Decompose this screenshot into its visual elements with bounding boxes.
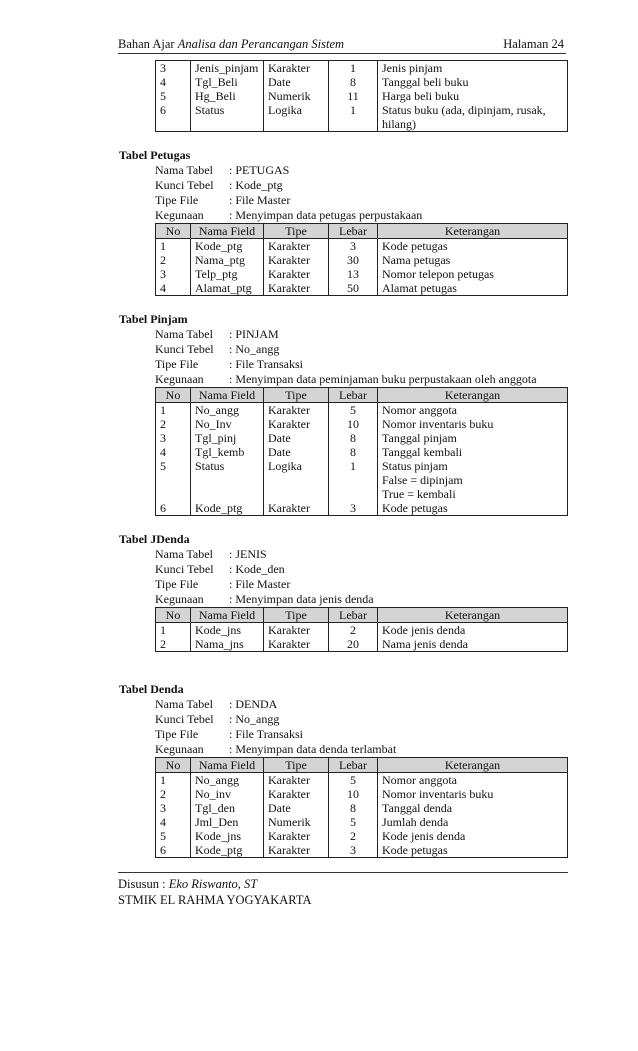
denda-table [155,757,568,858]
table-row: 3 Tgl_den Date 8 Tanggal denda [156,801,568,815]
meta-use: Kegunaan : Menyimpan data jenis denda [155,592,374,606]
section-title: Tabel Petugas [119,148,191,162]
footer-institution: STMIK EL RAHMA YOGYAKARTA [118,893,312,907]
table-row: 1 Kode_ptg Karakter 3 Kode petugas [156,239,568,254]
petugas-table [155,223,568,296]
table-row: 5 Hg_Beli Numerik 11 Harga beli buku [156,89,568,103]
table-row: 2 Nama_ptg Karakter 30 Nama petugas [156,253,568,267]
footer-author: Disusun : Eko Riswanto, ST [118,877,258,891]
table-row: 1 No_angg Karakter 5 Nomor anggota [156,773,568,788]
meta-key: Kunci Tebel : No_angg [155,342,280,356]
meta-file: Tipe File : File Transaksi [155,727,304,741]
table-row: 3 Telp_ptg Karakter 13 Nomor telepon petugas [156,267,568,281]
table-row: 4 Alamat_ptg Karakter 50 Alamat petugas [156,281,568,296]
table-row: 5 Kode_jns Karakter 2 Kode jenis denda [156,829,568,843]
header-title: Bahan Ajar Analisa dan Perancangan Sistem [118,37,345,51]
table-row: 1 Kode_jns Karakter 2 Kode jenis denda [156,623,568,638]
meta-key: Kunci Tebel : No_angg [155,712,280,726]
meta-file: Tipe File : File Master [155,577,291,591]
jdenda-table [155,607,568,652]
section-title: Tabel Denda [119,682,184,696]
table-header-row: No Nama Field Tipe Lebar Keterangan [156,608,568,623]
page-footer [118,872,568,908]
meta-name: Nama Tabel : JENIS [155,547,267,561]
table-row: 6 Kode_ptg Karakter 3 Kode petugas [156,501,568,516]
table-row: 6 Status Logika 1 Status buku (ada, dipinjam, rusak, hilang) [156,103,568,132]
meta-name: Nama Tabel : PINJAM [155,327,279,341]
table-row: 1 No_angg Karakter 5 Nomor anggota [156,403,568,418]
page-content [118,60,568,858]
table-row: 2 No_inv Karakter 10 Nomor inventaris buku [156,787,568,801]
section-pinjam [118,312,568,516]
table-row: 5 Status Logika 1 Status pinjam False = dipinjam True = kembali [156,459,568,501]
section-jdenda [118,532,568,652]
table-row: 2 No_Inv Karakter 10 Nomor inventaris buku [156,417,568,431]
section-petugas [118,148,568,296]
table-header-row: No Nama Field Tipe Lebar Keterangan [156,758,568,773]
section-title: Tabel JDenda [119,532,190,546]
pinjam-table [155,387,568,516]
section-title: Tabel Pinjam [119,312,188,326]
section-denda [118,682,568,858]
table-row: 4 Tgl_Beli Date 8 Tanggal beli buku [156,75,568,89]
table-row: 3 Jenis_pinjam Karakter 1 Jenis pinjam [156,61,568,76]
meta-use: Kegunaan : Menyimpan data petugas perpustakaan [155,208,423,222]
table-row: 4 Jml_Den Numerik 5 Jumlah denda [156,815,568,829]
meta-use: Kegunaan : Menyimpan data peminjaman buku perpustakaan oleh anggota [155,372,537,386]
table-row: 2 Nama_jns Karakter 20 Nama jenis denda [156,637,568,652]
table-row: 6 Kode_ptg Karakter 3 Kode petugas [156,843,568,858]
meta-key: Kunci Tebel : Kode_den [155,562,285,576]
continued-table [155,60,568,132]
meta-key: Kunci Tebel : Kode_ptg [155,178,283,192]
page-header [118,37,566,54]
meta-name: Nama Tabel : DENDA [155,697,278,711]
page-number: Halaman 24 [503,37,564,51]
table-row: 3 Tgl_pinj Date 8 Tanggal pinjam [156,431,568,445]
table-header-row: No Nama Field Tipe Lebar Keterangan [156,224,568,239]
meta-file: Tipe File : File Master [155,193,291,207]
meta-use: Kegunaan : Menyimpan data denda terlambat [155,742,397,756]
meta-file: Tipe File : File Transaksi [155,357,304,371]
meta-name: Nama Tabel : PETUGAS [155,163,290,177]
table-header-row: No Nama Field Tipe Lebar Keterangan [156,388,568,403]
table-row: 4 Tgl_kemb Date 8 Tanggal kembali [156,445,568,459]
